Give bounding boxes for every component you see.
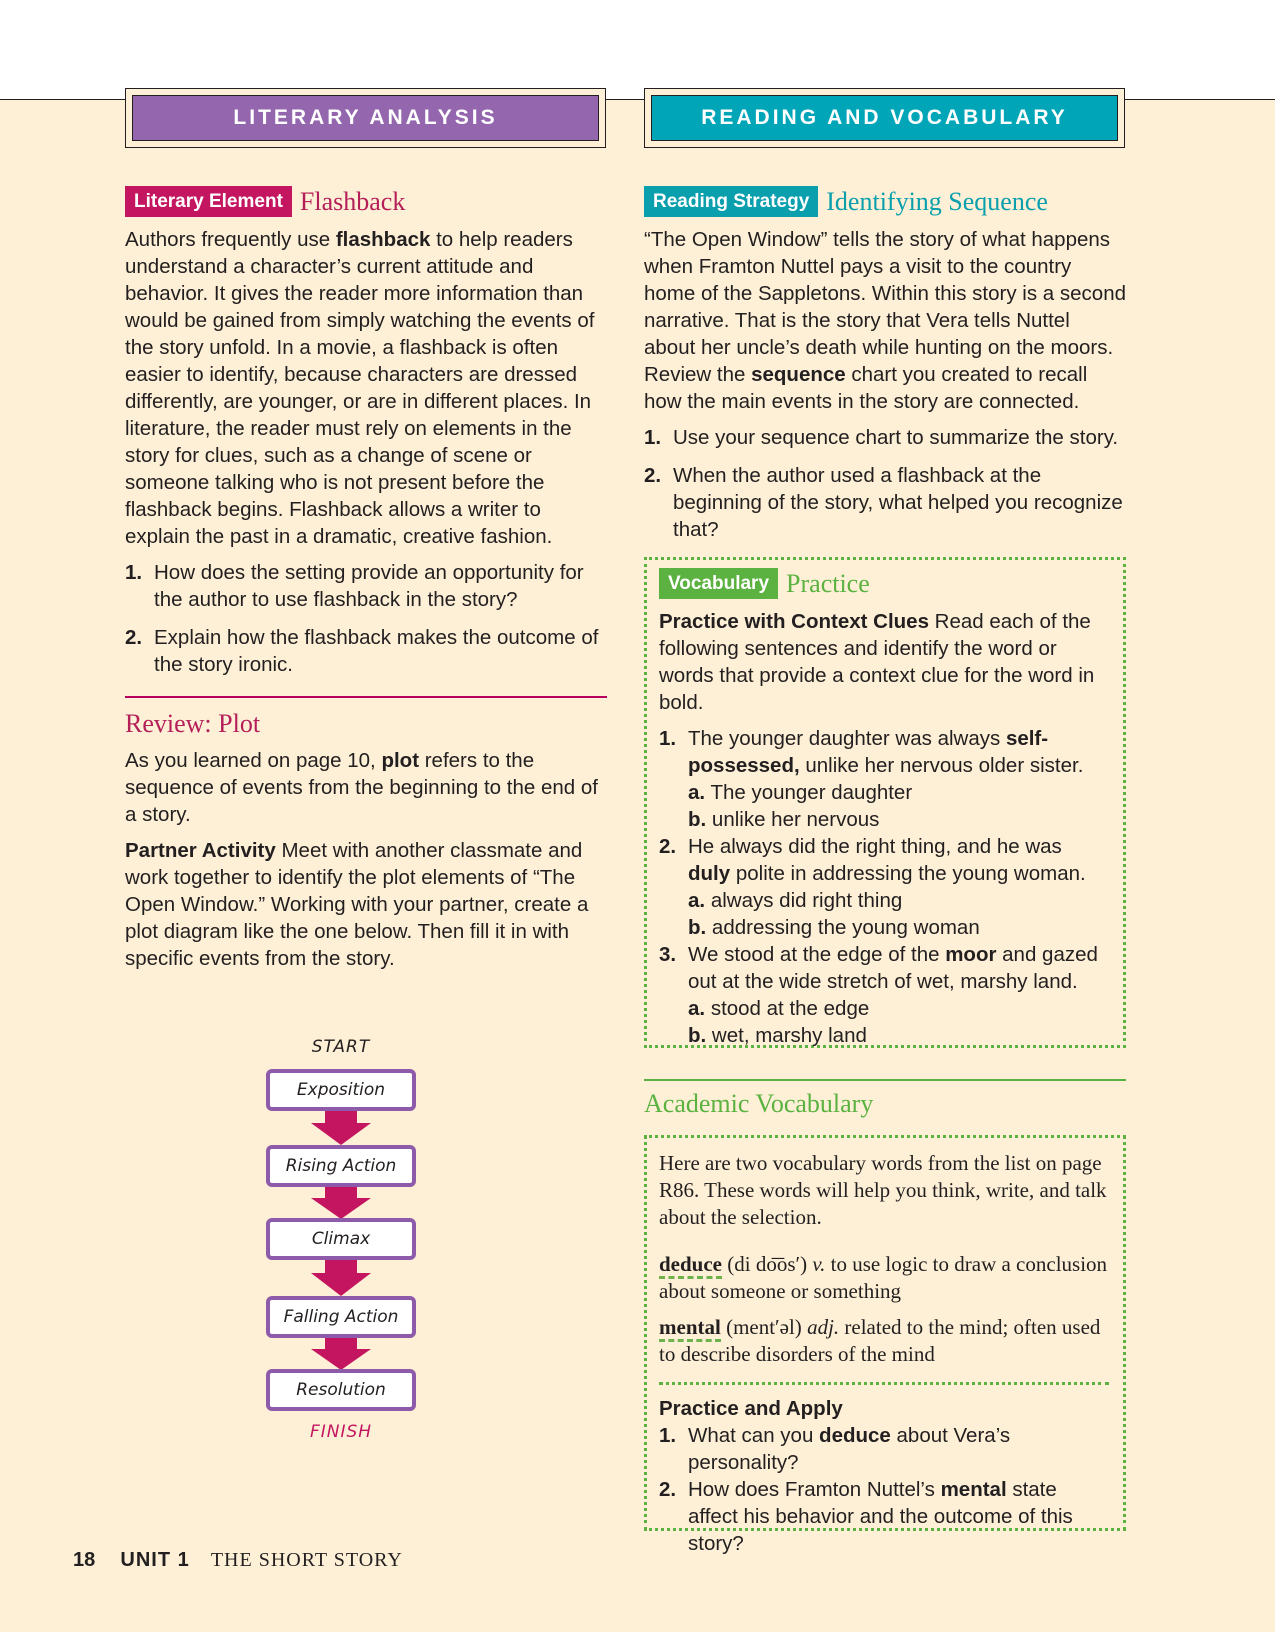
question-text: about Vera’s personality? [688,1424,1011,1474]
vocab-item [659,725,1107,833]
choice-a [688,995,1107,1022]
question-text: Use your sequence chart to summarize the story. [673,426,1119,449]
body-text: Read each of the following sentences and identify the word or words that provide a context clue for the word in bold. [659,610,1095,714]
vocab-entry-mental [659,1314,1109,1368]
question-number: 1. [659,1424,677,1447]
diagram-step-falling-action: Falling Action [266,1296,416,1338]
reading-strategy-body [644,226,1126,415]
apply-question [659,1422,1109,1476]
context-clues-intro [659,608,1107,716]
key-term: plot [381,749,420,772]
academic-intro: Here are two vocabulary words from the list on page R86. These words will help you think, write, and talk about the selection. [659,1151,1107,1229]
question-number: 1. [644,426,662,449]
vocab-item [659,833,1107,941]
body-text: refers to the sequence of events from the beginning to the end of a story. [125,749,598,826]
partner-activity-text: Meet with another classmate and work together to identify the plot elements of “The Open Window.” Working with your partner, create a plot diagram like the one below. Then fill it in with specific events from the story. [125,839,589,970]
item-text: The younger daughter was always [688,727,1006,750]
item-text: polite in addressing the young woman. [730,862,1086,885]
unit-title: THE SHORT STORY [210,1549,403,1571]
diagram-step-rising-action: Rising Action [266,1145,416,1187]
academic-vocabulary-title: Academic Vocabulary [644,1089,874,1118]
context-clues-label: Practice with Context Clues [659,610,929,633]
literary-element-body [125,226,607,550]
vocab-entry-deduce [659,1251,1109,1305]
reading-question [644,424,1126,451]
review-body [125,747,607,828]
body-text: to help readers understand a character’s current attitude and behavior. It gives the reader more information than would be gained from simply watching the events of the story unfold. In a movie, a flashback is often easier to identify, because characters are dressed differently, are younger, or are in different places. In literature, the reader must rely on elements in the story for clues, such as a change of scene or someone talking who is not present before the flashback begins. Flashback allows a writer to explain the past in a dramatic, creative fashion. [125,228,595,548]
partner-activity [125,837,607,972]
item-text: and gazed out at the wide stretch of wet, marshy land. [688,943,1098,993]
choice-text: always did right thing [710,889,903,912]
choice-text: wet, marshy land [711,1024,867,1047]
question-text: When the author used a flashback at the beginning of the story, what helped you recognize that? [673,464,1123,541]
entry-part-of-speech: adj. [807,1315,840,1339]
item-text: We stood at the edge of the [688,943,946,966]
question-text: How does Framton Nuttel’s [688,1478,941,1501]
academic-vocabulary-box [644,1135,1126,1555]
diagram-step-resolution: Resolution [266,1369,416,1411]
choice-text: The younger daughter [710,781,913,804]
unit-label: UNIT 1 [120,1549,190,1571]
vocab-word: self-possessed, [688,727,1049,777]
literary-analysis-header-label: LITERARY ANALYSIS [132,95,599,141]
entry-word: deduce [659,1252,722,1279]
down-arrow-icon [311,1260,371,1296]
reading-strategy-heading [644,186,1126,220]
item-number: 1. [659,727,677,750]
literary-question [125,559,607,613]
reading-vocabulary-header-label: READING AND VOCABULARY [651,95,1118,141]
entry-word: mental [659,1315,721,1342]
left-column [125,186,607,981]
choice-text: stood at the edge [710,997,870,1020]
inner-divider [659,1382,1109,1385]
vocab-word: duly [688,862,731,885]
vocab-word: mental [940,1478,1007,1501]
reading-question [644,462,1126,543]
academic-vocabulary-content [659,1150,1109,1557]
item-text: unlike her nervous older sister. [799,754,1084,777]
vocabulary-practice-content [659,568,1107,1049]
entry-definition: related to the mind; often used to describe disorders of the mind [659,1315,1101,1366]
vocabulary-heading [659,568,1107,602]
choice-label: b. [688,1024,707,1047]
practice-apply-title: Practice and Apply [659,1397,843,1420]
academic-divider [644,1079,1126,1081]
choice-label: a. [688,997,706,1020]
vocabulary-tag: Vocabulary [659,568,778,599]
diagram-step-climax: Climax [266,1218,416,1260]
down-arrow-icon [311,1338,371,1370]
literary-element-title: Flashback [299,187,406,216]
item-number: 3. [659,943,677,966]
body-text: As you learned on page 10, [125,749,382,772]
choice-b [688,1022,1107,1049]
partner-activity-label: Partner Activity [125,839,276,862]
question-text: What can you [688,1424,820,1447]
question-number: 2. [125,626,143,649]
literary-element-heading [125,186,607,220]
apply-question [659,1476,1109,1557]
body-text: “The Open Window” tells the story of what happens when Framton Nuttel pays a visit to the country home of the Sappletons. Within this story is a second narrative. That is the story that Vera tells Nuttel about her uncle’s death while hunting on the moors. Review the [644,228,1127,386]
entry-pronunciation: (ment′əl) [726,1315,802,1339]
reading-strategy-tag: Reading Strategy [644,186,818,217]
vocab-word: moor [945,943,997,966]
reading-strategy-title: Identifying Sequence [826,187,1048,216]
diagram-step-exposition: Exposition [266,1069,416,1111]
vocabulary-practice-box [644,557,1126,1048]
down-arrow-icon [311,1111,371,1145]
literary-question [125,624,607,678]
choice-b [688,914,1107,941]
choice-text: addressing the young woman [711,916,980,939]
vocab-item [659,941,1107,1049]
question-number: 2. [644,464,662,487]
choice-text: unlike her nervous [711,808,880,831]
question-text: How does the setting provide an opportunity for the author to use flashback in the story? [154,561,584,611]
choice-b [688,806,1107,833]
practice-and-apply [659,1395,1109,1557]
section-divider [125,696,607,698]
vocabulary-title: Practice [786,569,870,598]
body-text: Authors frequently use [125,228,336,251]
entry-part-of-speech: v. [812,1252,826,1276]
item-number: 2. [659,835,677,858]
reading-vocabulary-header [644,88,1125,148]
choice-label: a. [688,889,706,912]
question-text: Explain how the flashback makes the outcome of the story ironic. [154,626,599,676]
body-text: chart you created to recall how the main events in the story are connected. [644,363,1088,413]
question-number: 2. [659,1478,677,1501]
item-text: He always did the right thing, and he was [688,835,1062,858]
reading-strategy-section [644,186,1126,554]
literary-analysis-header [125,88,606,148]
key-term: sequence [751,363,846,386]
literary-element-tag: Literary Element [125,186,292,217]
page-number: 18 [73,1549,96,1571]
choice-label: b. [688,808,707,831]
question-text: state affect his behavior and the outcome of this story? [688,1478,1073,1555]
diagram-finish-label: FINISH [309,1422,373,1442]
choice-a [688,779,1107,806]
key-term: flashback [335,228,431,251]
review-plot-title: Review: Plot [125,709,261,738]
choice-label: a. [688,781,706,804]
choice-label: b. [688,916,707,939]
entry-pronunciation: (di do͞os′) [727,1252,808,1276]
choice-a [688,887,1107,914]
vocab-word: deduce [819,1424,891,1447]
question-number: 1. [125,561,143,584]
diagram-start-label: START [311,1037,371,1057]
page-footer [73,1549,403,1572]
down-arrow-icon [311,1187,371,1219]
entry-definition: to use logic to draw a conclusion about someone or something [659,1252,1108,1303]
